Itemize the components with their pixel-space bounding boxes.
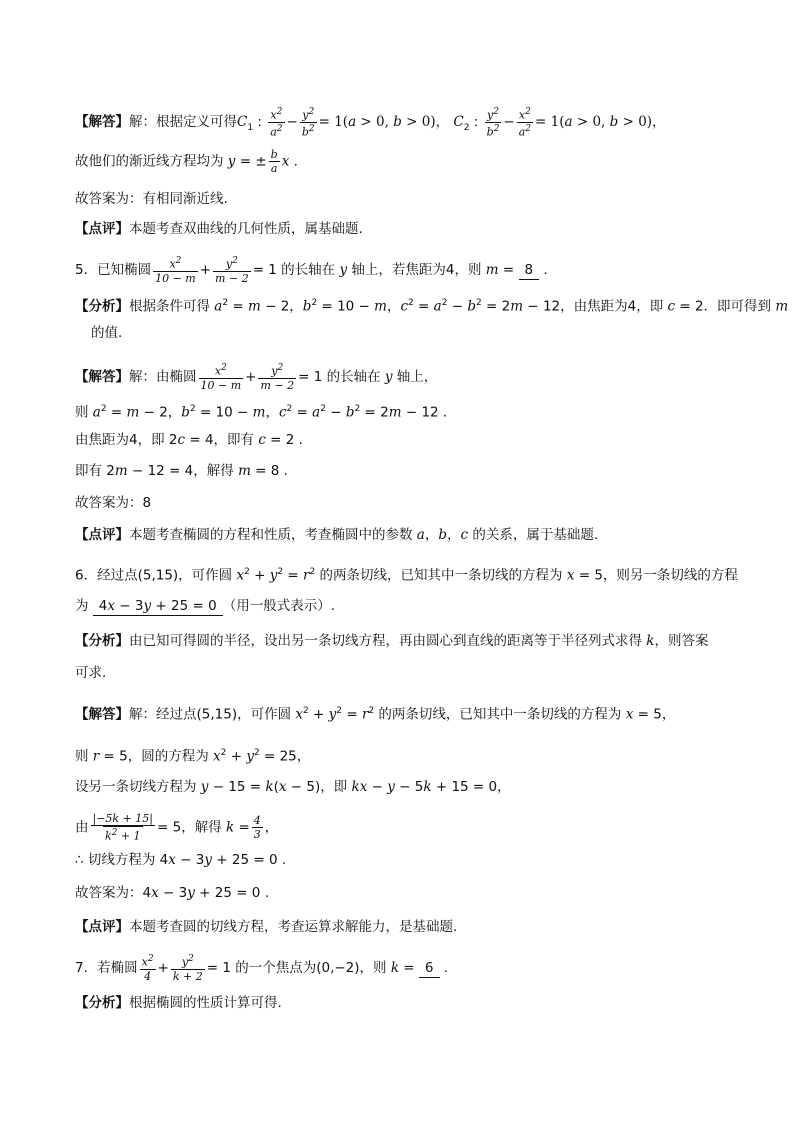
question-5: 5．已知椭圆 $\frac{x^2}{10 - m}$ + $\frac{y^2}{m - 2}$ = 1 的长轴在 y 轴上，若焦距为4，则 m = 8 . [75,256,548,285]
analysis-q5-cont: 的值. [91,325,123,341]
solution-q5-step1: 则 $a^2 = m - 2$，$b^2 = 10 - m$，$c^2 = a^2 - b^2 = 2m - 12$ . [75,404,448,421]
question-6-cont: 为 4x − 3y + 25 = 0 （用一般式表示）. [75,598,335,614]
answer-q6: 故答案为：4x − 3y + 25 = 0 . [75,885,269,901]
question-7: 7．若椭圆 $\frac{x^2}{4}$ + $\frac{y^2}{k + 2}$ = 1 的一个焦点为(0,−2)，则 k = 6 . [75,954,449,983]
answer-q5: 故答案为：8 [75,495,152,511]
comment-q5: 【点评】本题考查椭圆的方程和性质，考查椭圆中的参数 a，b，c 的关系，属于基础题. [75,527,599,543]
comment-q6: 【点评】本题考查圆的切线方程，考查运算求解能力，是基础题. [75,919,458,935]
answer-q4: 故答案为：有相同渐近线. [75,191,228,207]
solution-q6: 【解答】解：经过点(5,15)，可作圆 $x^2 + y^2 = r^2$ 的两条切线，已知其中一条切线的方程为 x = 5， [75,706,676,723]
analysis-q5: 【分析】根据条件可得 $a^2 = m - 2$，$b^2 = 10 - m$，$c^2 = a^2 - b^2 = 2m - 12$，由焦距为4，即 c = 2．即可得到 m [75,298,789,315]
analysis-q7: 【分析】根据椭圆的性质计算可得. [75,995,282,1011]
answer-line-q4: 【解答】解：根据定义可得$C_1$ : $\frac{x^2}{a^2}$ − $\frac{y^2}{b^2}$ = 1(a > 0, b > 0)， $C_2$ : $\frac{y^2}{b^2}$ − $\frac{x^2}{a^2}$ = 1(a > 0, b > 0)， [75,107,666,139]
analysis-q6-cont: 可求. [75,665,107,681]
solution-q6-step2: 设另一条切线方程为 y − 15 = k(x − 5)，即 kx − y − 5k + 15 = 0， [75,779,511,795]
solution-q5-step3: 即有 2m − 12 = 4，解得 m = 8 . [75,463,288,479]
question-6: 6．经过点(5,15)，可作圆 $x^2 + y^2 = r^2$ 的两条切线，已知其中一条切线的方程为 x = 5，则另一条切线的方程 [75,567,738,584]
asymptote-line: 故他们的渐近线方程均为 y = ± $\frac{b}{a}$ x . [75,148,298,175]
answer-tag: 【解答】 [75,114,129,131]
analysis-q6: 【分析】由已知可得圆的半径，设出另一条切线方程，再由圆心到直线的距离等于半径列式求得 k，则答案 [75,633,709,649]
solution-q6-step3: 由 $\frac{|-5k + 15|}{k^2 + 1}$ = 5，解得 k = $\frac{4}{3}$ ， [75,812,279,843]
solution-q5-step2: 由焦距为4，即 2c = 4，即有 c = 2 . [75,432,303,448]
solution-q5: 【解答】解：由椭圆 $\frac{x^2}{10 - m}$ + $\frac{y^2}{m - 2}$ = 1 的长轴在 y 轴上， [75,363,438,392]
solution-q6-step1: 则 r = 5，圆的方程为 $x^2 + y^2 = 25$， [75,748,311,765]
comment-q4: 【点评】本题考查双曲线的几何性质，属基础题. [75,221,363,237]
solution-q6-step4: ∴ 切线方程为 4x − 3y + 25 = 0 . [75,852,287,868]
